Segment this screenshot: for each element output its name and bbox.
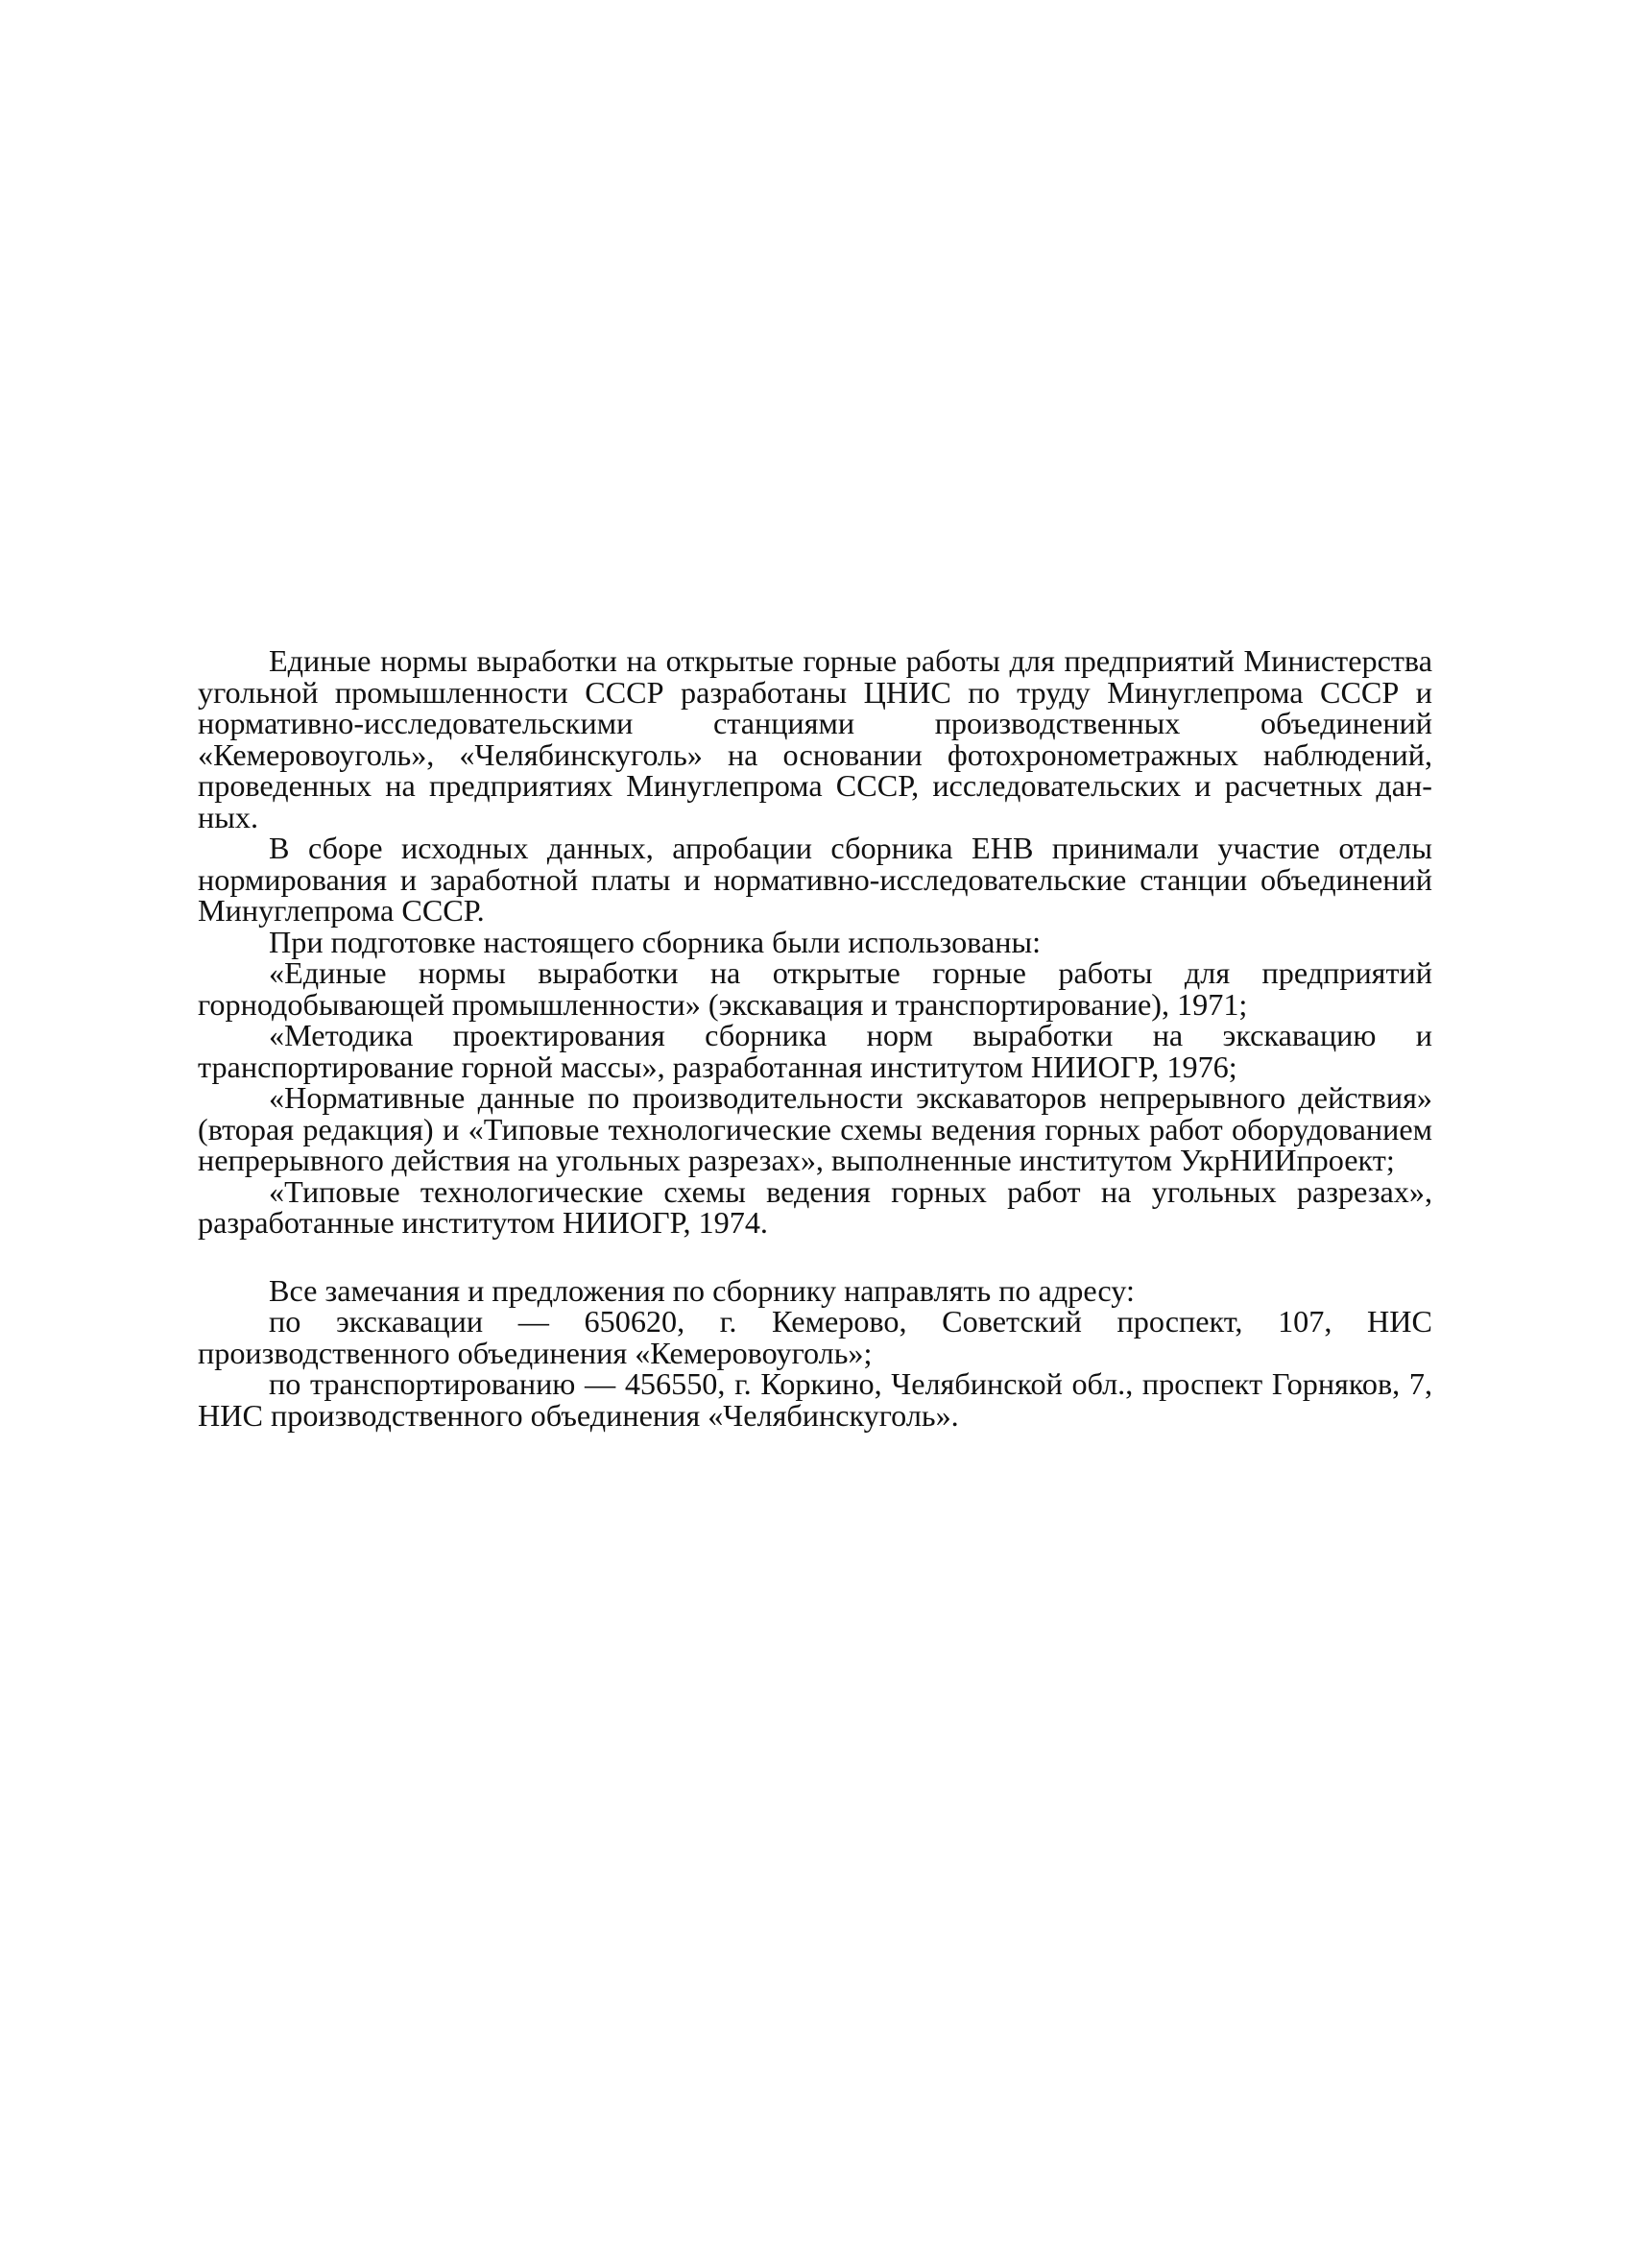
paragraph-contact-intro: Все замечания и предложения по сборнику направлять по адресу: (269, 1272, 1135, 1308)
paragraph-source-3: «Нормативные данные по производительности экскаваторов непрерывного действия» (вторая редакция) и «Типовые технологические схемы ведения горных работ оборудованием непрерывного действия на угольных разрезах», выполненные институтом УкрНИИпроект; (198, 1080, 1432, 1177)
document-text (198, 645, 1432, 1431)
paragraph-source-1: «Единые нормы выработки на открытые горные работы для предприятий горнодобывающей промышленности» (экскавация и транспортирование), 1971; (198, 955, 1432, 1022)
paragraph-contact-transport: по транспортированию — 456550, г. Коркино, Челябинской обл., проспект Горняков, 7, НИС производственного объединения «Челябинскуголь». (198, 1366, 1432, 1433)
paragraph-source-4: «Типовые технологические схемы ведения горных работ на угольных разрезах», разработанные институтом НИИОГР, 1974. (198, 1173, 1432, 1240)
paragraph-contact-excavation: по экскавации — 650620, г. Кемерово, Советский проспект, 107, НИС производственного объединения «Кемеровоуголь»; (198, 1304, 1432, 1370)
paragraph-participants: В сборе исходных данных, апробации сборника ЕНВ принимали участие отделы нормирования и заработной платы и нормативно-исследовательские станции объединений Минуглепрома СССР. (198, 831, 1432, 928)
paragraph-source-2: «Методика проектирования сборника норм выработки на экскавацию и транспортирование горной массы», разработанная институтом НИИОГР, 1976; (198, 1018, 1432, 1084)
paragraph-sources-intro: При подготовке настоящего сборника были использованы: (269, 924, 1042, 959)
section-spacer (198, 1239, 1432, 1275)
paragraph-authors: Единые нормы выработки на открытые горные работы для предприятий Министерства угольной промышленности СССР разработаны ЦНИС по труду Минуглепрома СССР и нормативно-исследовательскими станциями производственных объединений «Кемеровоуголь», «Челябинскуголь» на основании фотохронометражных наблюдений, проведенных на предприятиях Минуглепрома СССР, исследовательских и расчетных данных. (198, 643, 1432, 834)
